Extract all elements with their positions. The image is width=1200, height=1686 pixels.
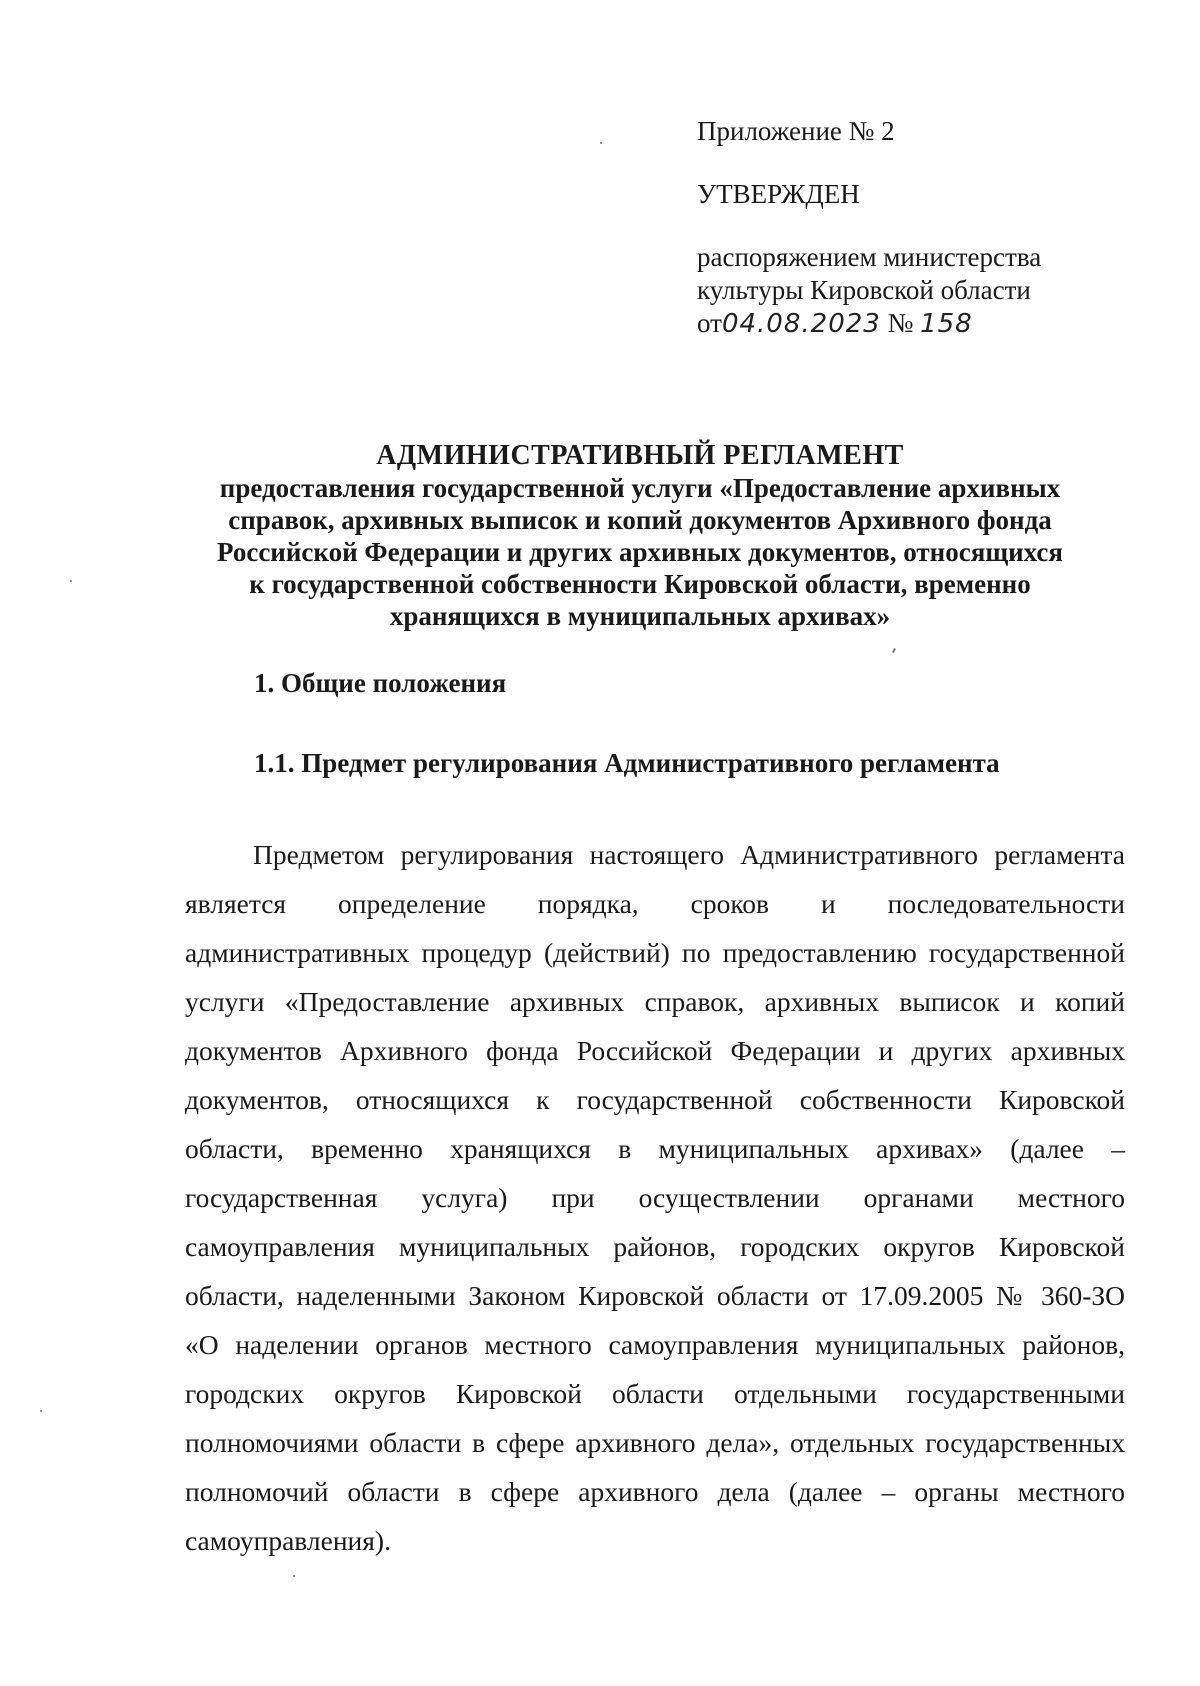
paragraph-line: полномочий области в сфере архивного дела (далее – органы местного <box>185 1476 1125 1507</box>
scan-speck <box>600 142 602 144</box>
paragraph-line: административных процедур (действий) по предоставлению государственной <box>185 937 1125 968</box>
document-title-block <box>160 440 1120 632</box>
paragraph-line: является определение порядка, сроков и последовательности <box>185 888 1125 919</box>
scan-speck <box>40 1410 42 1412</box>
title-line: Российской Федерации и других архивных документов, относящихся <box>217 537 1063 567</box>
order-line: культуры Кировской области <box>697 275 1031 305</box>
paragraph-line: полномочиями области в сфере архивного дела», отдельных государственных <box>185 1427 1125 1458</box>
order-date-prefix: от <box>697 308 722 338</box>
section-heading-general: 1. Общие положения <box>254 668 507 698</box>
paragraph-line: «О наделении органов местного самоуправления муниципальных районов, <box>185 1329 1125 1360</box>
title-line: хранящихся в муниципальных архивах» <box>389 601 891 631</box>
title-line: справок, архивных выписок и копий документов Архивного фонда <box>228 505 1052 535</box>
scan-speck <box>892 648 896 653</box>
order-date-handwritten: 04.08.2023 <box>721 309 881 339</box>
order-reference <box>697 241 1117 341</box>
approved-label: УТВЕРЖДЕН <box>697 179 860 209</box>
order-date-line <box>697 307 1117 341</box>
order-line: распоряжением министерства <box>697 242 1042 272</box>
paragraph-line: документов Архивного фонда Российской Федерации и других архивных <box>185 1035 1125 1066</box>
paragraph-line: области, временно хранящихся в муниципальных архивах» (далее – <box>185 1133 1125 1164</box>
paragraph-line: области, наделенными Законом Кировской области от 17.09.2005 № 360-ЗО <box>185 1280 1125 1311</box>
order-number-handwritten: 158 <box>920 309 973 339</box>
scan-speck <box>70 580 72 582</box>
paragraph-line: услуги «Предоставление архивных справок, архивных выписок и копий <box>185 986 1125 1017</box>
paragraph-line: самоуправления). <box>185 1525 391 1556</box>
body-paragraph <box>185 830 1125 1565</box>
paragraph-line: документов, относящихся к государственной собственности Кировской <box>185 1084 1125 1115</box>
paragraph-line: городских округов Кировской области отдельными государственными <box>185 1378 1125 1409</box>
title-line: к государственной собственности Кировской области, временно <box>249 569 1031 599</box>
approval-block <box>697 115 1117 341</box>
scan-speck <box>293 1575 295 1577</box>
annex-label: Приложение № 2 <box>697 116 895 146</box>
title-line: предоставления государственной услуги «Предоставление архивных <box>219 473 1061 503</box>
section-heading-subject: 1.1. Предмет регулирования Административного регламента <box>254 748 1000 778</box>
paragraph-line: самоуправления муниципальных районов, городских округов Кировской <box>185 1231 1125 1262</box>
order-number-label: № <box>887 308 914 338</box>
paragraph-line: Предметом регулирования настоящего Административного регламента <box>253 839 1125 870</box>
document-title: АДМИНИСТРАТИВНЫЙ РЕГЛАМЕНТ <box>376 440 904 471</box>
paragraph-line: государственная услуга) при осуществлении органами местного <box>185 1182 1125 1213</box>
